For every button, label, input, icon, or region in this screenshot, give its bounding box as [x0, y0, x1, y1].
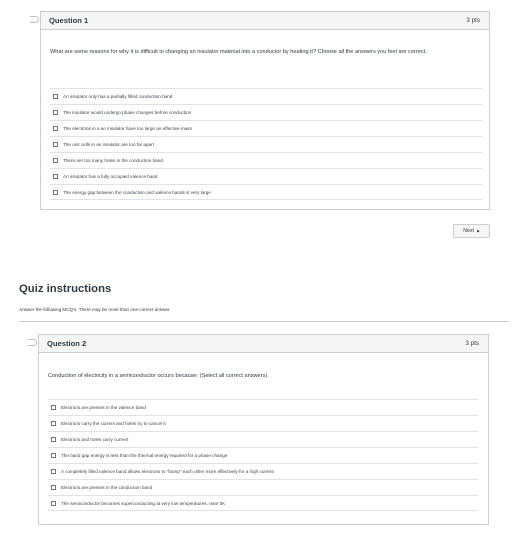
- answer-option[interactable]: [50, 184, 482, 200]
- answer-label: The energy gap between the conduction and valence bands is very large: [63, 189, 211, 195]
- answer-option[interactable]: [50, 88, 482, 104]
- answer-option[interactable]: [48, 495, 478, 511]
- question-1-header: [41, 12, 489, 30]
- triangle-right-icon: ▶: [476, 229, 480, 233]
- question-title: Question 1: [49, 16, 89, 25]
- checkbox[interactable]: [53, 94, 58, 99]
- checkbox[interactable]: [53, 174, 58, 179]
- answer-label: Electrons carry the current and holes try to cancel it: [61, 421, 166, 426]
- answer-label: Electrons are present in the conduction band: [61, 485, 153, 490]
- answer-label: There are too many holes in the conduction band: [63, 158, 163, 163]
- answer-option[interactable]: [50, 104, 482, 120]
- answer-label: Electrons and holes carry current: [61, 437, 129, 442]
- checkbox[interactable]: [51, 453, 56, 458]
- answer-option[interactable]: [50, 152, 482, 168]
- answer-option[interactable]: [48, 415, 478, 431]
- instructions-text: Answer the following MCQ's. There may be more than one correct answer.: [19, 307, 171, 312]
- question-2-card: [38, 334, 489, 525]
- checkbox[interactable]: [51, 501, 56, 506]
- answer-option[interactable]: [50, 136, 482, 152]
- answer-option[interactable]: [48, 399, 478, 415]
- answer-label: The band gap energy is less than the thermal energy required for a phase change: [61, 453, 228, 458]
- answer-option[interactable]: [48, 463, 478, 479]
- checkbox[interactable]: [51, 485, 56, 490]
- answer-list: [48, 399, 478, 511]
- answer-label: The unit cells in an insulator are too far apart: [63, 142, 154, 147]
- checkbox[interactable]: [51, 405, 56, 410]
- divider: [19, 321, 509, 322]
- question-points: 3 pts: [465, 340, 479, 347]
- answer-option[interactable]: [48, 447, 478, 463]
- answer-label: Electrons are present in the valence band: [61, 405, 146, 410]
- answer-label: An insulator has a fully occupied valence band: [63, 174, 158, 179]
- next-button[interactable]: [453, 224, 490, 238]
- answer-option[interactable]: [48, 431, 478, 447]
- question-2-header: [39, 335, 488, 353]
- question-1-card: [40, 11, 490, 210]
- answer-option[interactable]: [50, 120, 482, 136]
- checkbox[interactable]: [53, 142, 58, 147]
- checkbox[interactable]: [53, 158, 58, 163]
- checkbox[interactable]: [53, 110, 58, 115]
- checkbox[interactable]: [51, 469, 56, 474]
- bookmark-flag-icon[interactable]: [30, 16, 39, 23]
- checkbox[interactable]: [53, 126, 58, 131]
- answer-label: The electrons in a an insulator have too large an effective mass: [63, 126, 192, 131]
- checkbox[interactable]: [51, 421, 56, 426]
- answer-option[interactable]: [48, 479, 478, 495]
- question-prompt: Conduction of electricity in a semiconductor occurs because: (Select all correct answers): [48, 373, 268, 379]
- answer-list: [50, 88, 482, 200]
- next-label: Next: [463, 228, 474, 234]
- bookmark-flag-icon[interactable]: [28, 339, 37, 346]
- answer-label: An insulator only has a partially filled conduction band: [63, 94, 173, 99]
- answer-option[interactable]: [50, 168, 482, 184]
- question-title: Question 2: [47, 339, 87, 348]
- checkbox[interactable]: [53, 190, 58, 195]
- answer-label: The semiconductor becomes superconducting at very low temperatures, near 0K: [61, 500, 226, 506]
- question-prompt: What are some reasons for why it is difficult in changing an insulator material into a conductor by heating it? Choose all the answers you feel are correct.: [50, 49, 427, 55]
- checkbox[interactable]: [51, 437, 56, 442]
- answer-label: The insulator would undergo phase changes before conduction: [63, 110, 192, 115]
- question-points: 3 pts: [466, 17, 480, 24]
- answer-label: A completely filled valence band allows electrons to "bump" each other more effectively for a high current: [61, 469, 274, 474]
- instructions-title: Quiz instructions: [19, 283, 112, 295]
